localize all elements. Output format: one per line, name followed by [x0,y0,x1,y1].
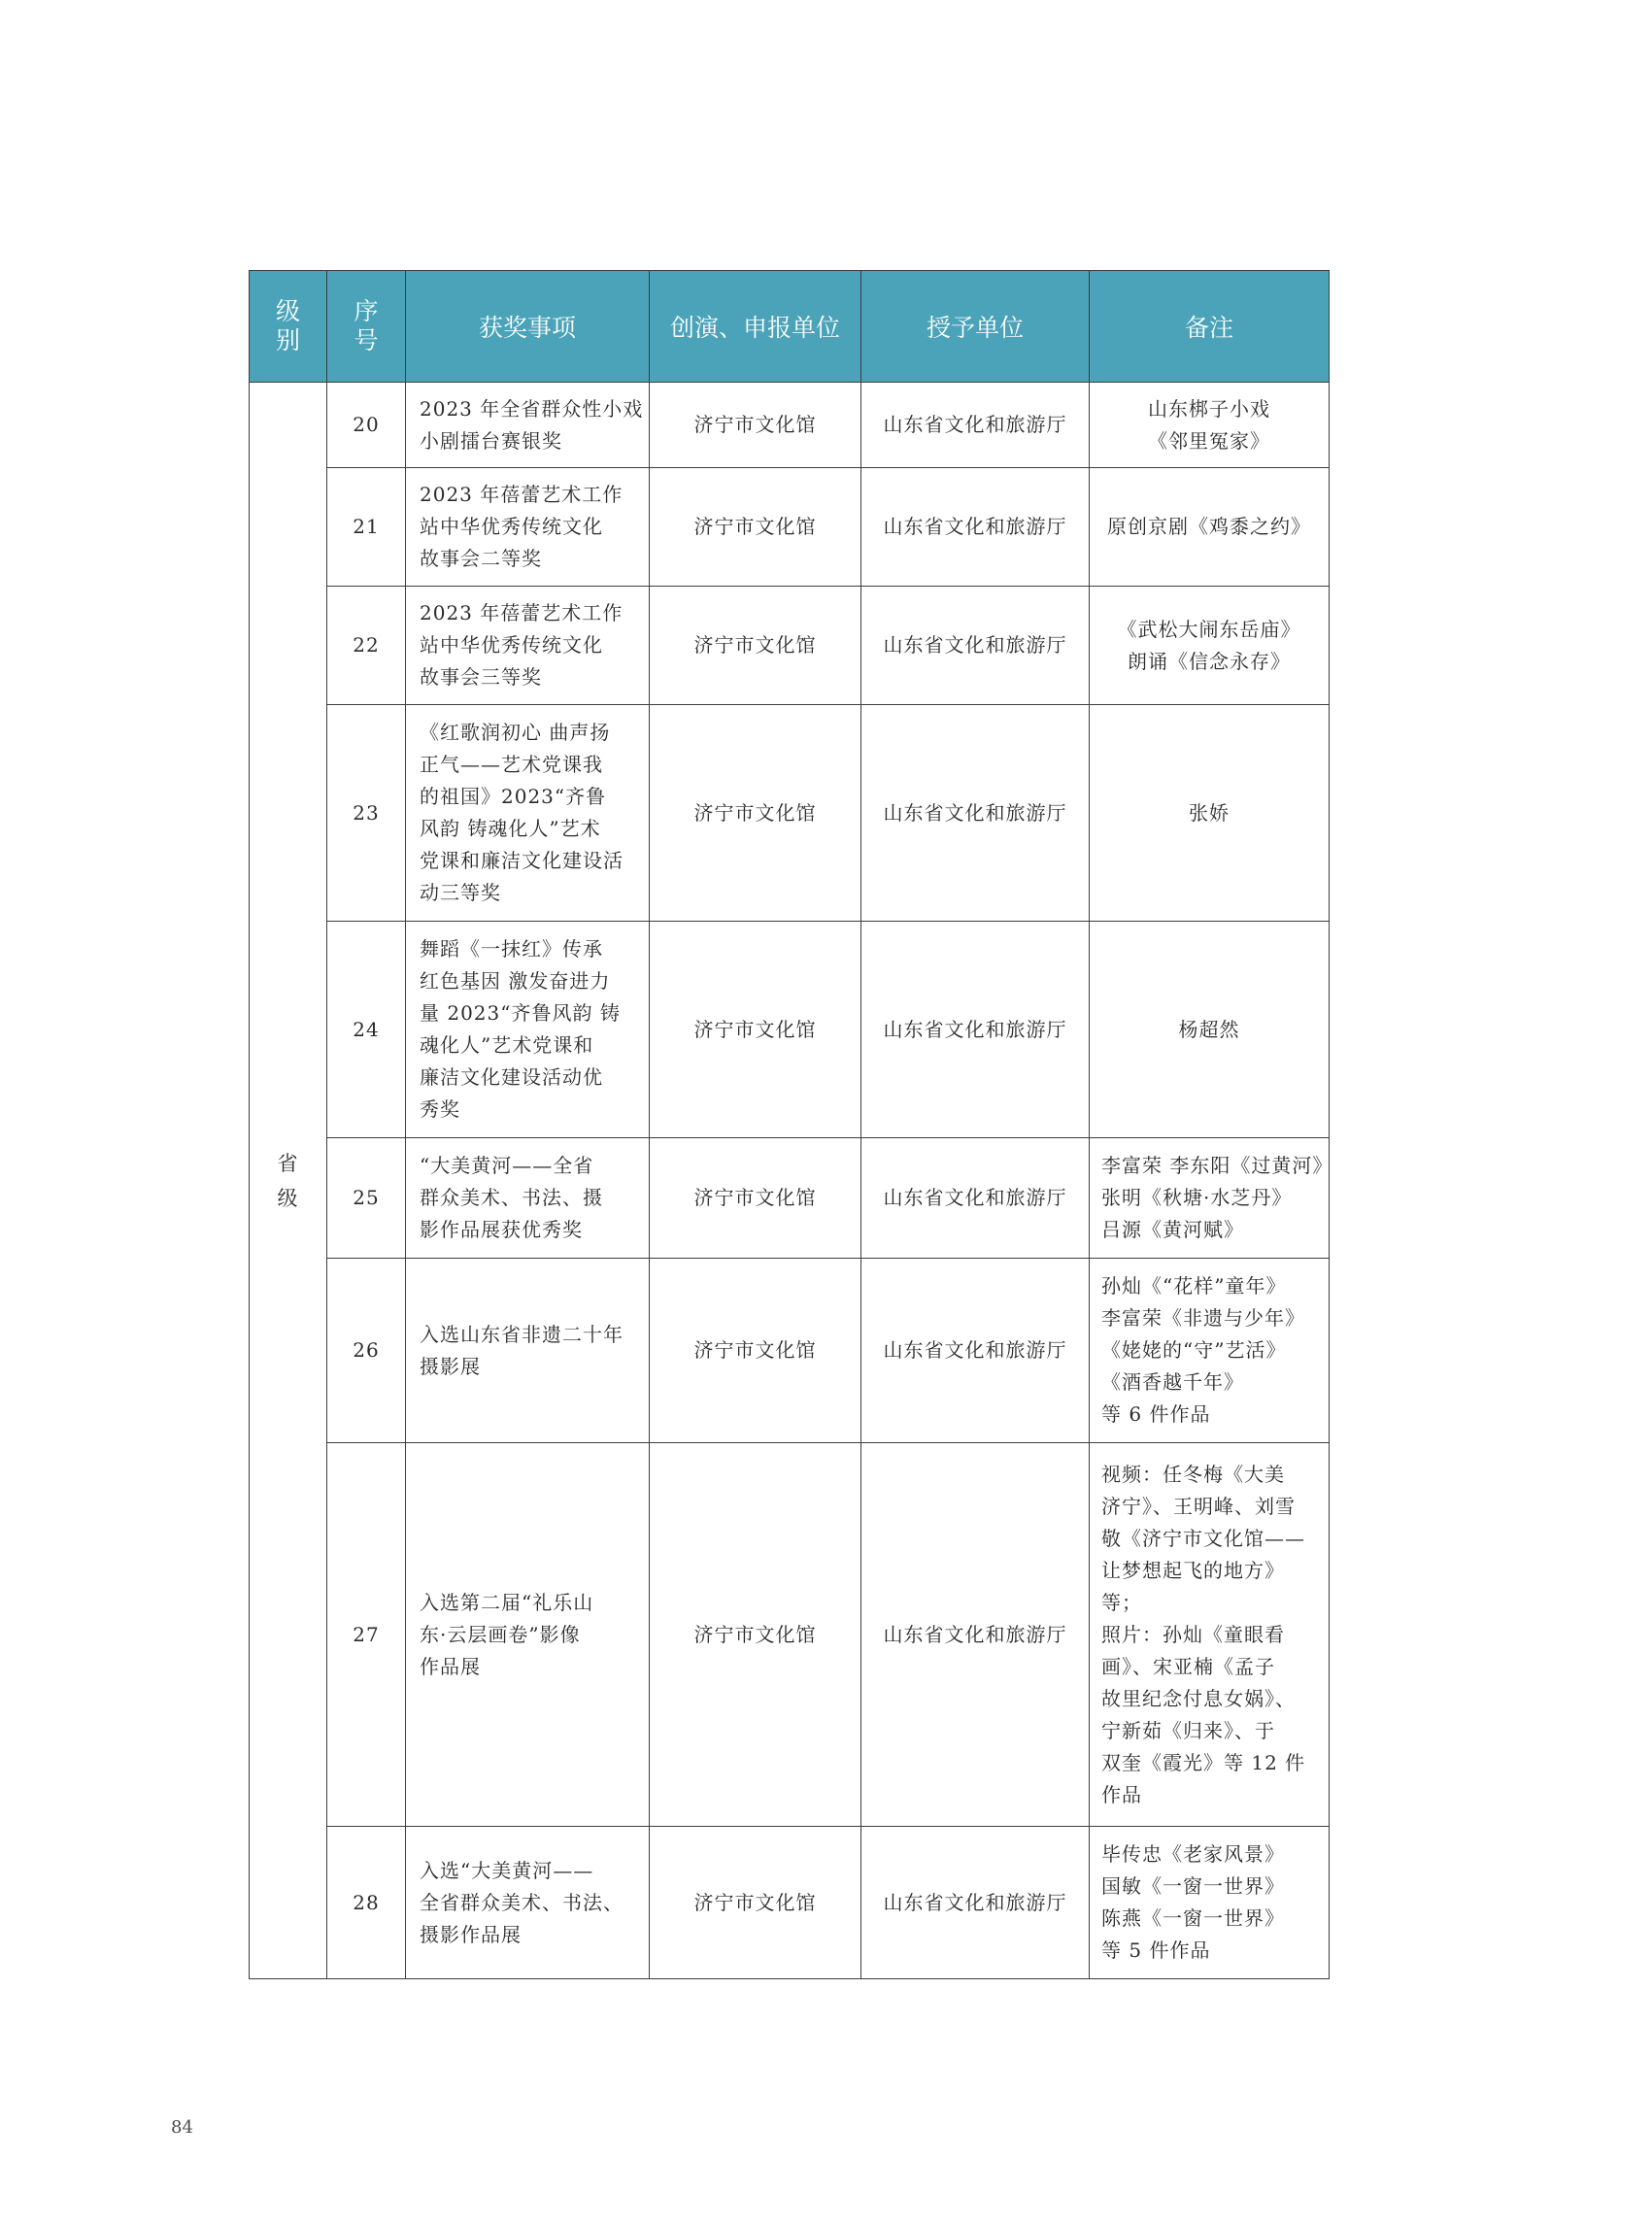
remark-line: 宁新茹《归来》、于 [1101,1718,1275,1742]
table-row [250,1827,1330,1979]
page-number: 84 [171,2117,193,2138]
remark-line: 《姥姥的“守”艺活》 [1101,1338,1287,1362]
creator-cell: 济宁市文化馆 [650,1443,861,1827]
header-number [327,271,406,383]
table-row [250,1259,1330,1443]
table-row [250,922,1330,1138]
header-row [250,271,1330,383]
creator-cell: 济宁市文化馆 [650,1138,861,1259]
number-cell: 28 [327,1827,406,1979]
award-item-line: 作品展 [420,1654,481,1678]
remark-line: 山东梆子小戏 [1148,396,1270,421]
remark-cell [1090,468,1330,587]
number-cell: 26 [327,1259,406,1443]
award-item-line: 风韵 铸魂化人”艺术 [420,817,601,840]
award-item-line: 正气——艺术党课我 [420,753,603,776]
table-row [250,705,1330,922]
remark-line: 双奎《霞光》等 12 件 [1101,1750,1306,1774]
number-cell: 25 [327,1138,406,1259]
creator-cell: 济宁市文化馆 [650,1259,861,1443]
remark-line: 原创京剧《鸡黍之约》 [1107,515,1311,538]
award-item-line: 东·云层画卷”影像 [420,1622,581,1646]
table-row [250,1138,1330,1259]
remark-line: 济宁》、王明峰、刘雪 [1101,1494,1296,1518]
header-item: 获奖事项 [406,271,650,383]
award-item-line: 党课和廉洁文化建设活 [420,849,624,872]
remark-cell [1090,383,1330,468]
award-item-line: 动三等奖 [420,881,501,904]
award-item-line: 2023 年全省群众性小戏 [420,396,644,421]
remark-line: 敬《济宁市文化馆—— [1101,1526,1305,1550]
remark-line: 等； [1101,1590,1142,1614]
creator-cell: 济宁市文化馆 [650,468,861,587]
remark-line: 张明《秋塘·水芝丹》 [1101,1186,1293,1209]
remark-line: 李富荣 李东阳《过黄河》 [1101,1154,1333,1177]
remark-line: 画》、宋亚楠《孟子 [1101,1654,1275,1678]
table-row [250,587,1330,705]
grantor-cell: 山东省文化和旅游厅 [861,1259,1090,1443]
level-cell [250,383,327,1979]
award-item-line: 摄影作品展 [420,1922,522,1946]
number-cell: 22 [327,587,406,705]
award-item-line: 入选第二届“礼乐山 [420,1590,594,1614]
grantor-cell: 山东省文化和旅游厅 [861,383,1090,468]
award-item-cell [406,922,650,1138]
award-item-line: 魂化人”艺术党课和 [420,1033,594,1057]
remark-line: 张娇 [1189,800,1230,825]
award-item-line: 群众美术、书法、摄 [420,1186,603,1209]
table-body [250,383,1333,1979]
grantor-cell: 山东省文化和旅游厅 [861,922,1090,1138]
award-item-line: 入选山东省非遗二十年 [420,1322,624,1346]
remark-line: 陈燕《一窗一世界》 [1101,1906,1285,1930]
award-item-line: 入选“大美黄河—— [420,1858,594,1882]
number-cell: 27 [327,1443,406,1827]
number-cell: 24 [327,922,406,1138]
remark-cell [1090,1443,1330,1827]
header-remark: 备注 [1090,271,1330,383]
award-item-line: 舞蹈《一抹红》传承 [420,937,603,961]
award-item-line: 站中华优秀传统文化 [420,633,603,657]
award-item-line: 2023 年蓓蕾艺术工作 [420,601,624,624]
award-item-line: 站中华优秀传统文化 [420,515,603,538]
award-item-line: 红色基因 激发奋进力 [420,969,611,993]
grantor-cell: 山东省文化和旅游厅 [861,1138,1090,1259]
award-item-cell [406,705,650,922]
grantor-cell: 山东省文化和旅游厅 [861,1827,1090,1979]
award-item-line: 2023 年蓓蕾艺术工作 [420,483,624,506]
creator-cell: 济宁市文化馆 [650,587,861,705]
remark-cell [1090,705,1330,922]
award-item-line: 影作品展获优秀奖 [420,1218,583,1241]
remark-line: 国敏《一窗一世界》 [1101,1874,1285,1898]
award-item-line: 秀奖 [420,1097,460,1121]
remark-line: 杨超然 [1178,1017,1240,1041]
remark-line: 吕源《黄河赋》 [1101,1218,1244,1241]
creator-cell: 济宁市文化馆 [650,1827,861,1979]
remark-line: 朗诵《信念永存》 [1128,649,1291,673]
table-row [250,383,1330,468]
level-char: 级 [277,1186,299,1210]
remark-line: 《武松大闹东岳庙》 [1117,617,1301,641]
header-grantor: 授予单位 [861,271,1090,383]
remark-line: 毕传忠《老家风景》 [1101,1842,1285,1866]
award-item-line: 故事会三等奖 [420,665,542,689]
remark-line: 视频：任冬梅《大美 [1101,1462,1285,1486]
remark-cell [1090,922,1330,1138]
award-table [249,270,1333,1979]
award-item-cell [406,1138,650,1259]
award-item-line: 故事会二等奖 [420,547,542,570]
remark-line: 李富荣《非遗与少年》 [1101,1306,1305,1330]
remark-line: 等 6 件作品 [1101,1402,1211,1426]
award-item-cell [406,1827,650,1979]
remark-line: 让梦想起飞的地方》 [1101,1558,1285,1582]
award-item-line: 廉洁文化建设活动优 [420,1065,603,1089]
header-number-char: 序 [354,297,379,325]
remark-cell [1090,1259,1330,1443]
award-item-cell [406,587,650,705]
remark-line: 孙灿《“花样”童年》 [1101,1274,1287,1298]
remark-line: 等 5 件作品 [1101,1938,1211,1962]
award-item-line: 《红歌润初心 曲声扬 [420,721,611,744]
remark-line: 作品 [1101,1782,1142,1806]
award-item-line: “大美黄河——全省 [420,1154,594,1177]
remark-cell [1090,587,1330,705]
creator-cell: 济宁市文化馆 [650,705,861,922]
award-item-line: 量 2023“齐鲁风韵 铸 [420,1001,621,1025]
header-level-char: 别 [275,326,300,354]
grantor-cell: 山东省文化和旅游厅 [861,705,1090,922]
award-item-cell [406,1443,650,1827]
number-cell: 21 [327,468,406,587]
award-item-line: 摄影展 [420,1354,481,1378]
award-item-line: 小剧擂台赛银奖 [420,428,562,453]
award-item-line: 的祖国》2023“齐鲁 [420,785,607,808]
number-cell: 23 [327,705,406,922]
creator-cell: 济宁市文化馆 [650,922,861,1138]
grantor-cell: 山东省文化和旅游厅 [861,587,1090,705]
remark-line: 照片：孙灿《童眼看 [1101,1622,1285,1646]
creator-cell: 济宁市文化馆 [650,383,861,468]
remark-line: 《邻里冤家》 [1148,428,1270,453]
remark-cell [1090,1827,1330,1979]
number-cell: 20 [327,383,406,468]
table-row [250,468,1330,587]
table-row [250,1443,1330,1827]
award-item-cell [406,383,650,468]
header-level [250,271,327,383]
header-number-char: 号 [354,326,379,354]
header-creator: 创演、申报单位 [650,271,861,383]
remark-line: 《酒香越千年》 [1101,1370,1244,1394]
grantor-cell: 山东省文化和旅游厅 [861,468,1090,587]
remark-line: 故里纪念付息女娲》、 [1101,1686,1296,1710]
award-item-cell [406,468,650,587]
award-item-line: 全省群众美术、书法、 [420,1890,624,1914]
grantor-cell: 山东省文化和旅游厅 [861,1443,1090,1827]
award-item-cell [406,1259,650,1443]
remark-cell [1090,1138,1333,1259]
header-level-char: 级 [275,297,300,325]
level-char: 省 [277,1151,299,1175]
